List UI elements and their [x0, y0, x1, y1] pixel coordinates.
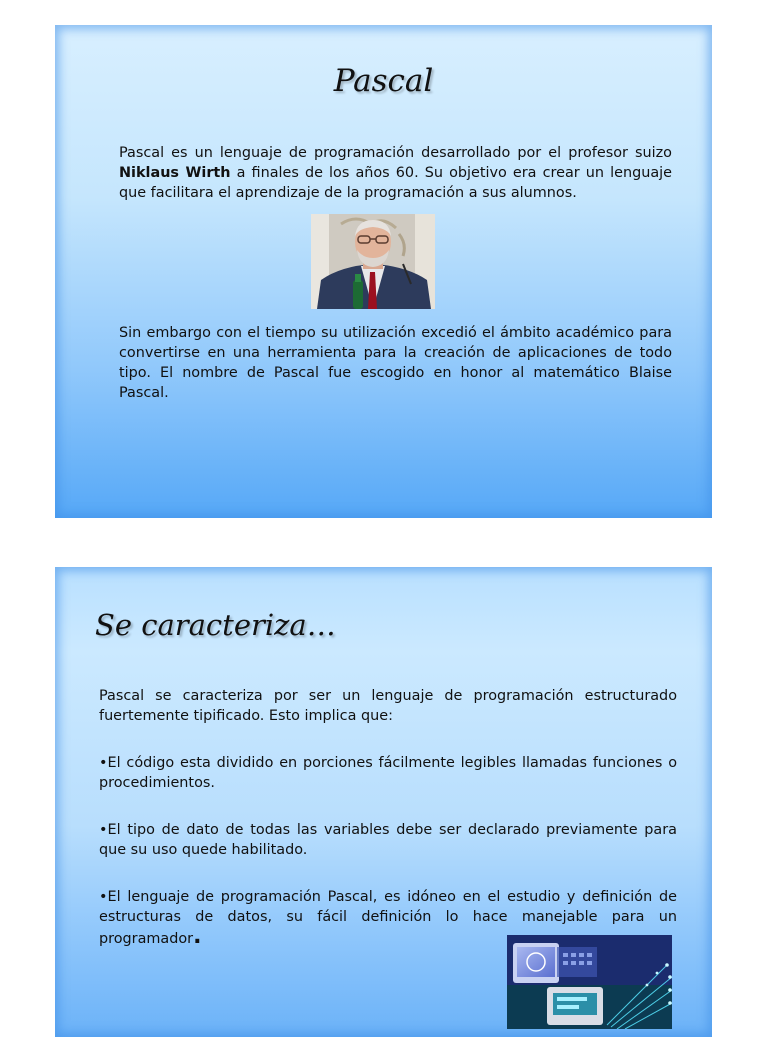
- bullet-text: •El lenguaje de programación Pascal, es idóneo en el estudio y definición de estructuras de datos, su fácil definición lo hace manejable para un programador: [99, 889, 677, 947]
- author-name: Niklaus Wirth: [119, 165, 231, 181]
- computer-illustration: [507, 935, 672, 1029]
- slide-caracteristicas: [55, 567, 712, 1037]
- intro-paragraph: Pascal se caracteriza por ser un lenguaje de programación estructurado fuertemente tipificado. Esto implica que:: [99, 688, 677, 724]
- intro-paragraph: [119, 143, 672, 203]
- bullet-period: .: [193, 924, 202, 949]
- intro-text-start: Pascal es un lenguaje de programación desarrollado por el profesor suizo: [119, 145, 672, 161]
- bullet-item: •El tipo de dato de todas las variables debe ser declarado previamente para que su uso quede habilitado.: [99, 822, 677, 858]
- intro-text-end: a finales de los años 60. Su objetivo era crear un lenguaje que facilitara el aprendizaje de la programación a sus alumnos.: [119, 165, 672, 201]
- slide-pascal: [55, 25, 712, 518]
- niklaus-wirth-photo: [311, 214, 435, 309]
- usage-paragraph: Sin embargo con el tiempo su utilización excedió el ámbito académico para convertirse en una herramienta para la creación de aplicaciones de todo tipo. El nombre de Pascal fue escogido en honor al matemático Blaise Pascal.: [119, 325, 672, 401]
- bullet-item: •El código esta dividido en porciones fácilmente legibles llamadas funciones o procedimientos.: [99, 755, 677, 791]
- slide-title: Pascal: [333, 63, 434, 99]
- slide-title: Se caracteriza…: [95, 608, 336, 642]
